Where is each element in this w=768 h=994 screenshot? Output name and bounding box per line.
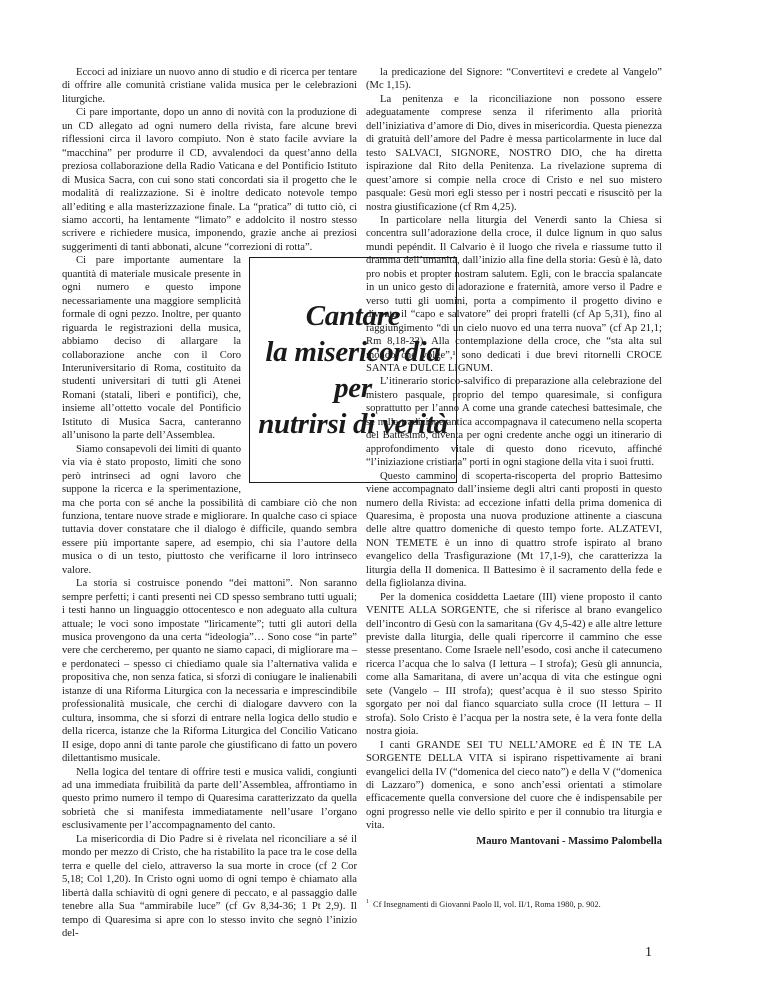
paragraph: I canti GRANDE SEI TU NELL’AMORE ed È IN TE LA SORGENTE DELLA VITA si ispirano rispettivamente ai brani evangelici della IV (“domenica del cieco nato”) e della V (“domenica di Lazzaro”) domenica, e sono anch’essi orientati a stimolare efficacemente quella conversione del cuore che è indispensabile per ogni progresso nelle vie dello spirito e per il connubio tra liturgia e vita. (366, 739, 662, 832)
page-number: 1 (645, 945, 652, 960)
paragraph: La storia si costruisce ponendo “dei mattoni”. Non saranno sempre perfetti; i canti presenti nei CD spesso sembrano tutti uguali; i testi hanno un linguaggio ottocentesco e non adeguato alla cultura attuale; le voci sono impostate “liricamente”; tutti gli autori della musica provengono da una certa “ideologia”… Sono cose “in parte” vere che cercheremo, per quanto ne siamo capaci, di migliorare ma – e perdonateci – spesso ci chiediamo quale sia l’alternativa valida e propositiva che, non senza fatica, si sforzi di coniugare le inalienabili istanze di una Riforma Liturgica con la necessaria e imprescindibile professionalità musicale, che cerchi di dialogare davvero con la cultura, insomma, che si sforzi di entrare nella logica dello studio e della ricerca, istanze che la Riforma Liturgica del Concilio Vaticano II esige, dopo anni di tante parole che giustificano di fatto un povero dilettantismo musicale. (62, 578, 357, 765)
footnote-text: Cf Insegnamenti di Giovanni Paolo II, vol. II/1, Roma 1980, p. 902. (373, 899, 601, 909)
author-signature: Mauro Mantovani - Massimo Palombella (476, 835, 662, 847)
footnote (366, 897, 662, 910)
paragraph: Questo cammino di scoperta-riscoperta del proprio Battesimo viene accompagnato dall’insieme degli altri canti proposti in questo numero della Rivista: ad eccezione infatti della prima domenica di Quaresima, è proposta una nuova produzione attinente a ciascuna delle altre quattro domeniche di questo tempo forte. ALZATEVI, NON TEMETE è un inno di quattro strofe ispirato al brano evangelico della Trasfigurazione (Mt 17,1-9), che caratterizza la liturgia della II domenica. Il Battesimo è il sacramento della fede e della figliolanza divina. (366, 470, 662, 590)
paragraph: In particolare nella liturgia del Venerdì santo la Chiesa si concentra sull’adorazione della croce, il dulce lignum in quo salus mundi pepéndit. Il Calvario è il luogo che rivela e riassume tutto il dramma dell’umanità, dall’inizio alla fine della storia: Gesù è là, dato pro nobis et propter nostram salutem. Egli, con le braccia spalancate in un unico gesto di adorazione e fraternità, amore verso il Padre e verso tutti gli uomini, porta a compimento il progetto divino e diventa il “capo e salvatore” dei propri fratelli (cf Ap 5,31), fino al raggiungimento “di un cielo nuovo ed una terra nuova” (cf Ap 21,1; Rm 8,18-23). Alla contemplazione della croce, che “sta alta sul mondo che volge”,¹ sono dedicati i due brevi ritornelli CROCE SANTA e DULCE LIGNUM. (366, 214, 662, 374)
paragraph: La misericordia di Dio Padre si è rivelata nel riconciliare a sé il mondo per mezzo di Cristo, che ha ristabilito la pace tra le cose della terra e quelle del cielo, attraverso la sua morte in croce (cf 2 Cor 5,18; Col 1,20). In Cristo ogni uomo di ogni tempo è chiamato alla libertà dalla schiavitù di ogni genere di peccato, e al passaggio dalle tenebre alla Sua “ammirabile luce” (cf Gv 8,34-36; 1 Pt 2,9). Il tempo di Quaresima si apre con lo stesso invito che segnò l’inizio del- (62, 833, 357, 939)
paragraph: La penitenza e la riconciliazione non possono essere adeguatamente comprese senza il riferimento alla priorità dell’iniziativa d’amore di Dio, dives in misericordia. Questa pienezza di gratuità dell’amore del Padre è messa particolarmente in luce dal testo SALVACI, SIGNORE, NOSTRO DIO, che ha diretta ispirazione dal Rito della Penitenza. La rivelazione suprema di quest’amore si compie nella croce di Cristo e nel suo mistero pasquale: Gesù morì egli stesso per i nostri peccati e risuscitò per la nostra giustificazione (cf Rm 4,25). (366, 93, 662, 213)
paragraph: Siamo consapevoli dei limiti di quanto via via è stato proposto, limiti che sono però intrinseci ad ogni lavoro che suppone la ricerca e la sperimentazione, ma che porta con sé anche la possibilità di cambiare ciò che non funziona, tentare nuove strade e migliorare. In qualche caso ci spiace tuttavia dover constatare che il dialogo è difficile, quando sembra essere più importante sapere, ad esempio, chi sia l’autore della musica o di un testo, piuttosto che verificarne il loro intrinseco valore. (62, 443, 357, 576)
footnote-number: 1 (366, 899, 369, 905)
paragraph: Nella logica del tentare di offrire testi e musica validi, congiunti ad una immediata fruibilità da parte dell’Assemblea, affrontiamo in questo primo numero il tempo di Quaresima caratterizzato da quella sobrietà che si manifesta immediatamente nell’usare l’organo esclusivamente per l’accompagnamento del canto. (62, 766, 357, 832)
paragraph: Eccoci ad iniziare un nuovo anno di studio e di ricerca per tentare di offrire alle comunità cristiane valida musica per le celebrazioni liturgiche. (62, 67, 357, 105)
paragraph: Per la domenica cosiddetta Laetare (III) viene proposto il canto VENITE ALLA SORGENTE, che si riferisce al brano evangelico dell’incontro di Gesù con la samaritana (Gv 4,5-42) e alle altre letture previste dalla liturgia, delle quali ripercorre il cammino che esse stesse presentano. Come Israele nell’esodo, così anche il catecumeno ricerca l’acqua che lo salva (I lettura – I strofa); Gesù gli annuncia, come alla Samaritana, di avere un’acqua di vita che estingue ogni sete (Vangelo – III strofa); quest’acqua è il suo stesso Spirito sgorgato per noi dal fianco squarciato sulla croce (II lettura – II strofa). Solo Cristo è l’acqua per la nostra sete, è la vera fonte della nostra gioia. (366, 591, 662, 738)
title-line: Cantare (305, 300, 401, 333)
left-column (62, 66, 448, 940)
right-column (366, 66, 662, 848)
paragraph: la predicazione del Signore: “Convertitevi e credete al Vangelo” (Mc 1,15). (366, 67, 662, 92)
title-line: per (334, 372, 372, 405)
paragraph: L’itinerario storico-salvifico di preparazione alla celebrazione del mistero pasquale, proprio del tempo quaresimale, si configura soprattutto per l’anno A come una grande catechesi battesimale, che se nella tradizione antica accompagnava il catecumeno nella scoperta del Battesimo, diventa per ogni credente anche oggi un itinerario di approfondimento vitale di questo dono ricevuto, affinché “l’iniziazione cristiana” porti in ogni stagione della vita i suoi frutti. (366, 376, 662, 469)
title-line: la misericordia (265, 336, 441, 369)
paragraph: Ci pare importante, dopo un anno di novità con la produzione di un CD allegato ad ogni numero della rivista, fare alcune brevi riflessioni circa il lavoro compiuto. Non è stato facile avviare la “macchina” per produrre il CD, avvalendoci da quest’anno della preziosa collaborazione della Radio Vaticana e del Pontificio Istituto di Musica Sacra, con cui sono stati concordati sia il progetto che le modalità di realizzazione. Si è inoltre dedicato notevole tempo all’editing e alla masterizzazione finale. La “pratica” di tutto ciò, ci siamo accorti, ha lentamente “limato” e addolcito il nostro stesso scrivere e richiedere musica, imponendo, grazie anche ai preziosi suggerimenti di tanti abbonati, alcune “correzioni di rotta”. (62, 107, 357, 253)
paragraph: Ci pare importante aumentare la quantità di materiale musicale presente in ogni numero e questo impone necessariamente una maggiore semplicità formale di ogni pezzo. Inoltre, per quanto riguarda le registrazioni della musica, abbiamo deciso di allargare la collaborazione anche con il Coro Interuniversitario di Roma, costituito da studenti universitari di tutti gli Atenei Romani (statali, liberi e pontifici), che, insieme all’ottetto vocale del Pontificio Istituto di Musica Sacra, canteranno all’unisono la parte dell’Assemblea. (62, 255, 241, 442)
title-line: nutrirsi di verità (258, 408, 448, 441)
